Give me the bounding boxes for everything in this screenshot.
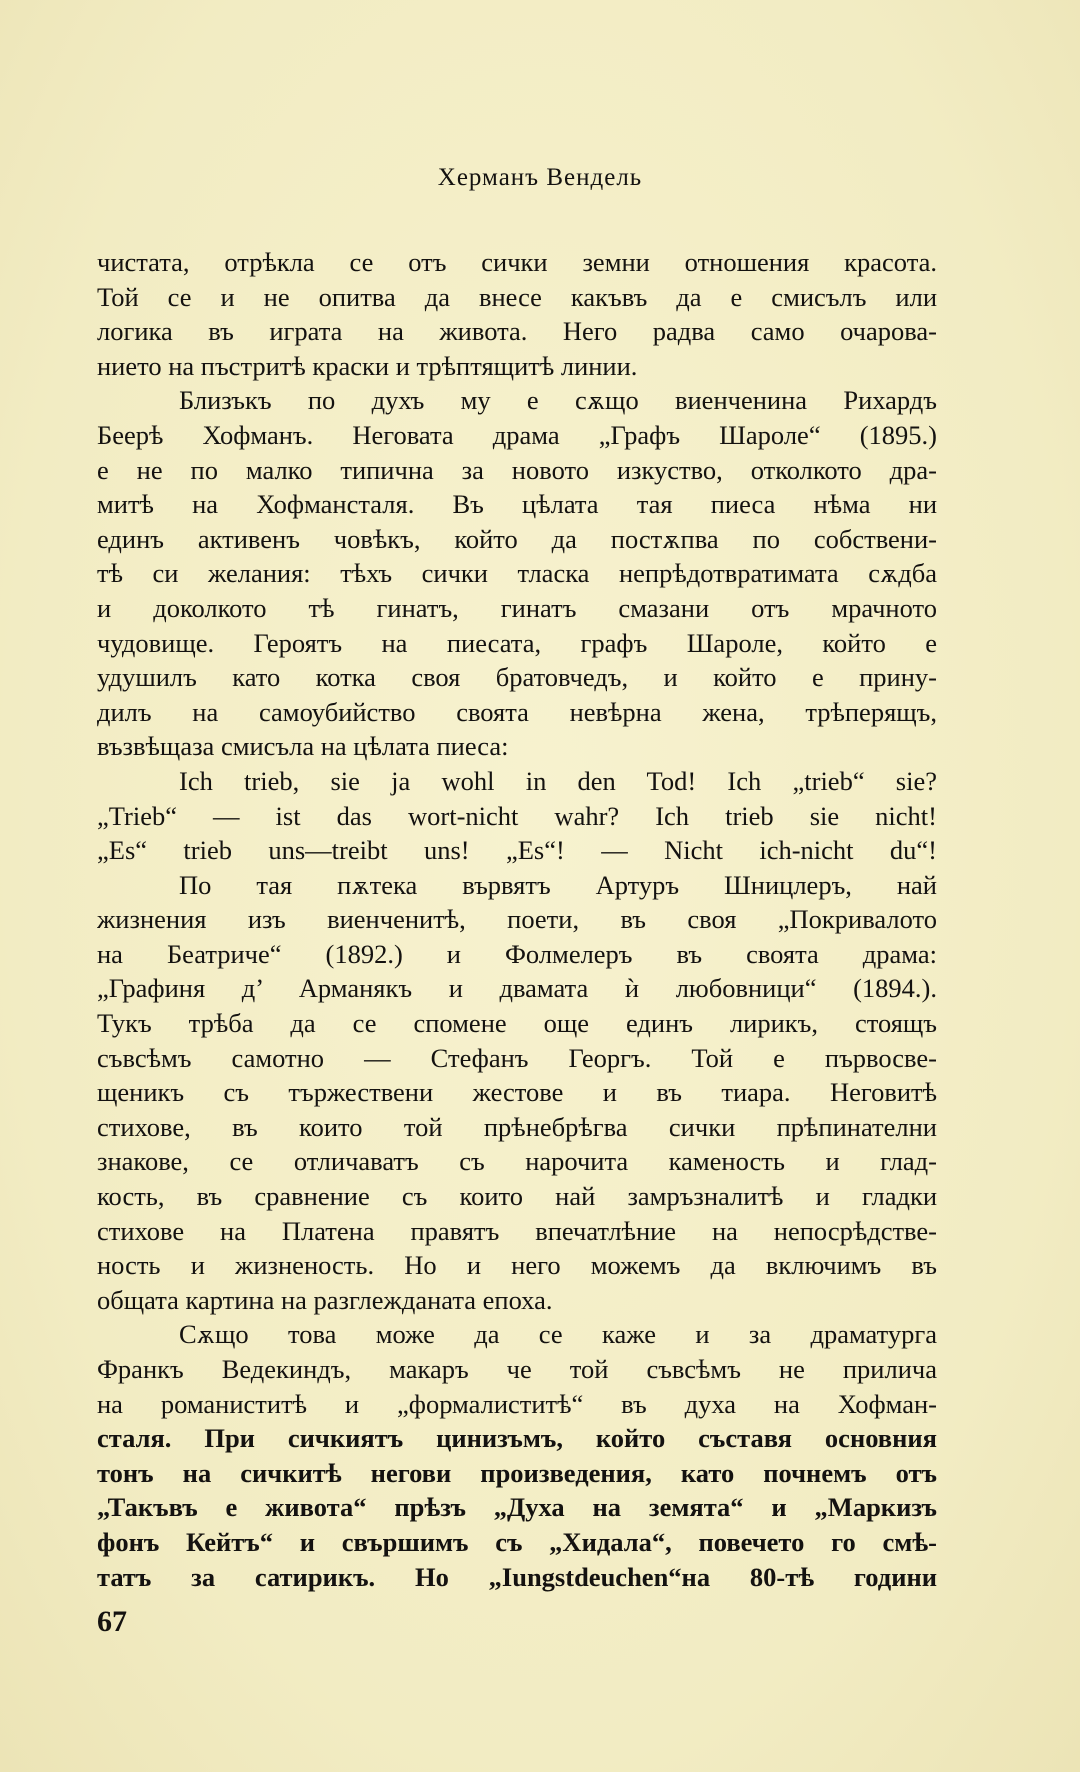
page-number: 67 [97, 1605, 127, 1638]
text-line: Сѫщо това може да се каже и за драматурга [179, 1319, 937, 1350]
text-line: сталя. При сичкиятъ цинизъмъ, който съставя основния [97, 1423, 937, 1454]
text-line: чудовище. Героятъ на пиесата, графъ Шароле, който е [97, 627, 937, 658]
text-line: стихове, въ които той прѣнебрѣгва сички прѣпинателни [97, 1111, 937, 1142]
text-line: съвсѣмъ самотно — Стефанъ Георгъ. Той е първосве- [97, 1042, 937, 1073]
text-line: Ich trieb, sie ja wohl in den Tod! Ich „trieb“ sie? [179, 765, 937, 796]
text-line: ность и жизненость. Но и него можемъ да включимъ въ [97, 1250, 937, 1281]
text-line: митѣ на Хофмансталя. Въ цѣлата тая пиеса нѣма ни [97, 489, 937, 520]
text-line: чистата, отрѣкла се отъ сички земни отношения красота. [97, 247, 937, 277]
text-line: кость, въ сравнение съ които най замръзналитѣ и гладки [97, 1181, 937, 1212]
text-line: и доколкото тѣ гинатъ, гинатъ смазани отъ мрачното [97, 592, 937, 623]
text-line: „Es“ trieb uns—treibt uns! „Es“! — Nicht ich-nicht du“! [97, 835, 937, 866]
text-line: дилъ на самоубийство своята невѣрна жена, трѣперящъ, [97, 696, 937, 727]
text-line: Тукъ трѣба да се спомене още единъ лирикъ, стоящъ [97, 1008, 937, 1039]
text-line: възвѣщаза смисъла на цѣлата пиеса: [97, 731, 509, 762]
text-line: знакове, се отличаватъ съ нарочита каменость и глад- [97, 1146, 937, 1177]
text-line: татъ за сатирикъ. Но „Iungstdeuchen“на 80-тѣ години [97, 1561, 937, 1592]
text-line: „Графиня д’ Арманякъ и двамата ѝ любовници“ (1894.). [97, 973, 937, 1004]
text-line: Беерѣ Хофманъ. Неговата драма „Графъ Шароле“ (1895.) [97, 419, 937, 450]
text-line: на романиститѣ и „формалиститѣ“ въ духа на Хофман- [97, 1388, 937, 1419]
running-header: Херманъ Вендель [437, 164, 643, 191]
text-line: Той се и не опитва да внесе какъвъ да е смисълъ или [97, 281, 937, 312]
text-line: щеникъ съ тържествени жестове и въ тиара. Неговитѣ [97, 1077, 937, 1108]
text-line: тонъ на сичкитѣ негови произведения, като почнемъ отъ [97, 1457, 937, 1488]
text-line: „Trieb“ — ist das wort-nicht wahr? Ich trieb sie nicht! [97, 800, 937, 831]
text-line: Франкъ Ведекиндъ, макаръ че той съвсѣмъ не прилича [97, 1354, 937, 1384]
body-text [97, 245, 937, 1594]
text-line: удушилъ като котка своя братовчедъ, и който е прину- [97, 662, 937, 693]
text-line: фонъ Кейтъ“ и свършимъ съ „Хидала“, повечето го смѣ- [97, 1526, 937, 1557]
text-line: нието на пъстритѣ краски и трѣптящитѣ линии. [97, 350, 638, 381]
text-line: стихове на Платена правятъ впечатлѣние на непосрѣдстве- [97, 1215, 937, 1246]
text-line: тѣ си желания: тѣхъ сички тласка непрѣдотвратимата сѫдба [97, 558, 937, 589]
text-line: „Такъвъ е живота“ прѣзъ „Духа на земята“ и „Маркизъ [97, 1492, 937, 1523]
text-line: общата картина на разглежданата епоха. [97, 1284, 553, 1315]
text-line: жизнения изъ виенченитѣ, поети, въ своя „Покривалото [97, 904, 937, 935]
text-line: Близъкъ по духъ му е сѫщо виенченина Рихардъ [179, 385, 937, 416]
text-line: логика въ играта на живота. Него радва само очарова- [97, 316, 937, 347]
text-line: единъ активенъ човѣкъ, който да постѫпва по собствени- [97, 523, 937, 554]
text-line: По тая пѫтека вървятъ Артуръ Шницлеръ, най [179, 869, 937, 900]
text-line: е не по малко типична за новото изкуство, отколкото дра- [97, 454, 937, 485]
text-line: на Беатриче“ (1892.) и Фолмелеръ въ своята драма: [97, 938, 937, 969]
